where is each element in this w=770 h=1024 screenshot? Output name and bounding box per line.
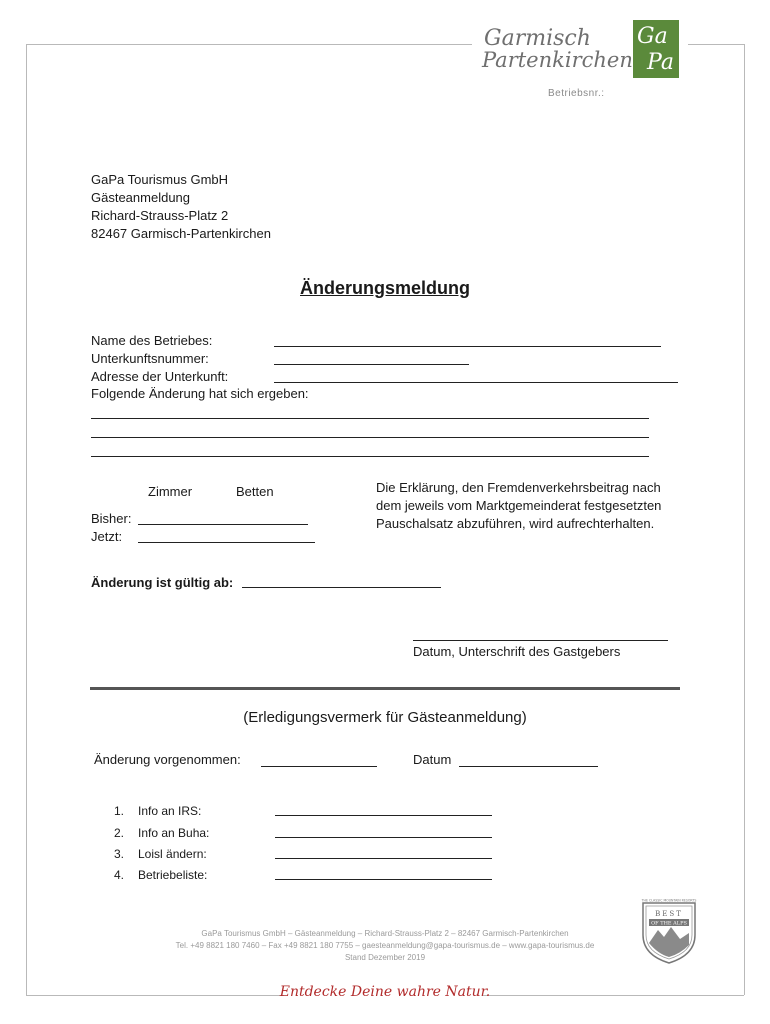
section-divider xyxy=(90,687,680,690)
jetzt-field[interactable] xyxy=(138,542,315,543)
logo-text-garmisch: Garmisch xyxy=(484,26,591,51)
office-item-3-label: Loisl ändern: xyxy=(138,847,207,861)
badge-word-1: BEST xyxy=(655,910,683,918)
datum-label: Datum xyxy=(413,752,452,767)
address-line-2: Gästeanmeldung xyxy=(91,190,191,205)
page-frame-top-left xyxy=(26,44,472,45)
gapa-logo-pa: Pa xyxy=(647,50,674,75)
unterkunft-field[interactable] xyxy=(274,364,469,365)
office-item-3-num: 3. xyxy=(114,847,125,861)
page-frame-left xyxy=(26,44,27,995)
gapa-logo-mark xyxy=(633,20,679,78)
name-field[interactable] xyxy=(274,346,661,347)
bisher-label: Bisher: xyxy=(91,511,132,526)
office-item-4-num: 4. xyxy=(114,868,125,882)
zimmer-label: Zimmer xyxy=(148,484,193,499)
jetzt-label: Jetzt: xyxy=(91,529,123,544)
adresse-label: Adresse der Unterkunft: xyxy=(91,369,229,384)
office-item-4-field[interactable] xyxy=(275,879,492,880)
gapa-logo-ga: Ga xyxy=(637,24,668,49)
footer-line-3: Stand Dezember 2019 xyxy=(344,953,426,962)
aenderung-line-1[interactable] xyxy=(91,418,649,419)
unterkunft-label: Unterkunftsnummer: xyxy=(91,351,209,366)
address-line-4: 82467 Garmisch-Partenkirchen xyxy=(91,226,271,241)
note-line-1: Die Erklärung, den Fremdenverkehrsbeitrag nach xyxy=(376,480,661,495)
name-label: Name des Betriebes: xyxy=(91,333,213,348)
gueltig-field[interactable] xyxy=(242,587,441,588)
badge-word-2: OF THE ALPS xyxy=(651,920,687,927)
office-item-2-label: Info an Buha: xyxy=(138,826,210,840)
signature-label: Datum, Unterschrift des Gastgebers xyxy=(413,644,621,659)
office-item-3-field[interactable] xyxy=(275,858,492,859)
aenderung-line-2[interactable] xyxy=(91,437,649,438)
office-item-2-field[interactable] xyxy=(275,837,492,838)
betriebsnr-label: Betriebsnr.: xyxy=(548,88,605,99)
office-item-1-num: 1. xyxy=(114,804,125,818)
aenderung-line-3[interactable] xyxy=(91,456,649,457)
adresse-field[interactable] xyxy=(274,382,678,383)
office-item-4-label: Betriebeliste: xyxy=(138,868,208,882)
footer-slogan: Entdecke Deine wahre Natur. xyxy=(279,984,491,1000)
note-line-2: dem jeweils vom Marktgemeinderat festgesetzten xyxy=(376,498,662,513)
bisher-field[interactable] xyxy=(138,524,308,525)
aenderung-label: Folgende Änderung hat sich ergeben: xyxy=(91,386,309,401)
office-section-title: (Erledigungsvermerk für Gästeanmeldung) xyxy=(243,709,527,726)
office-item-1-label: Info an IRS: xyxy=(138,804,202,818)
vorgenommen-field[interactable] xyxy=(261,766,377,767)
footer-line-1: GaPa Tourismus GmbH – Gästeanmeldung – Richard-Strauss-Platz 2 – 82467 Garmisch-Partenkirchen xyxy=(201,929,569,938)
logo-text-partenkirchen: Partenkirchen xyxy=(482,48,633,72)
office-item-2-num: 2. xyxy=(114,826,125,840)
address-line-3: Richard-Strauss-Platz 2 xyxy=(91,208,229,223)
office-item-1-field[interactable] xyxy=(275,815,492,816)
page-frame-right xyxy=(744,44,745,995)
address-line-1: GaPa Tourismus GmbH xyxy=(91,172,229,187)
note-line-3: Pauschalsatz abzuführen, wird aufrechterhalten. xyxy=(376,516,655,531)
page-title: Änderungsmeldung xyxy=(300,278,470,298)
gueltig-label: Änderung ist gültig ab: xyxy=(91,575,234,590)
badge-top-text: THE CLASSIC MOUNTAIN RESORTS xyxy=(641,898,697,903)
footer-line-2: Tel. +49 8821 180 7460 – Fax +49 8821 180 7755 – gaesteanmeldung@gapa-tourismus.de – www.gapa-tourismus.de xyxy=(175,941,595,950)
signature-field[interactable] xyxy=(413,640,668,641)
vorgenommen-label: Änderung vorgenommen: xyxy=(94,752,241,767)
page-frame-top-right xyxy=(688,44,744,45)
datum-field[interactable] xyxy=(459,766,598,767)
betten-label: Betten xyxy=(236,484,274,499)
